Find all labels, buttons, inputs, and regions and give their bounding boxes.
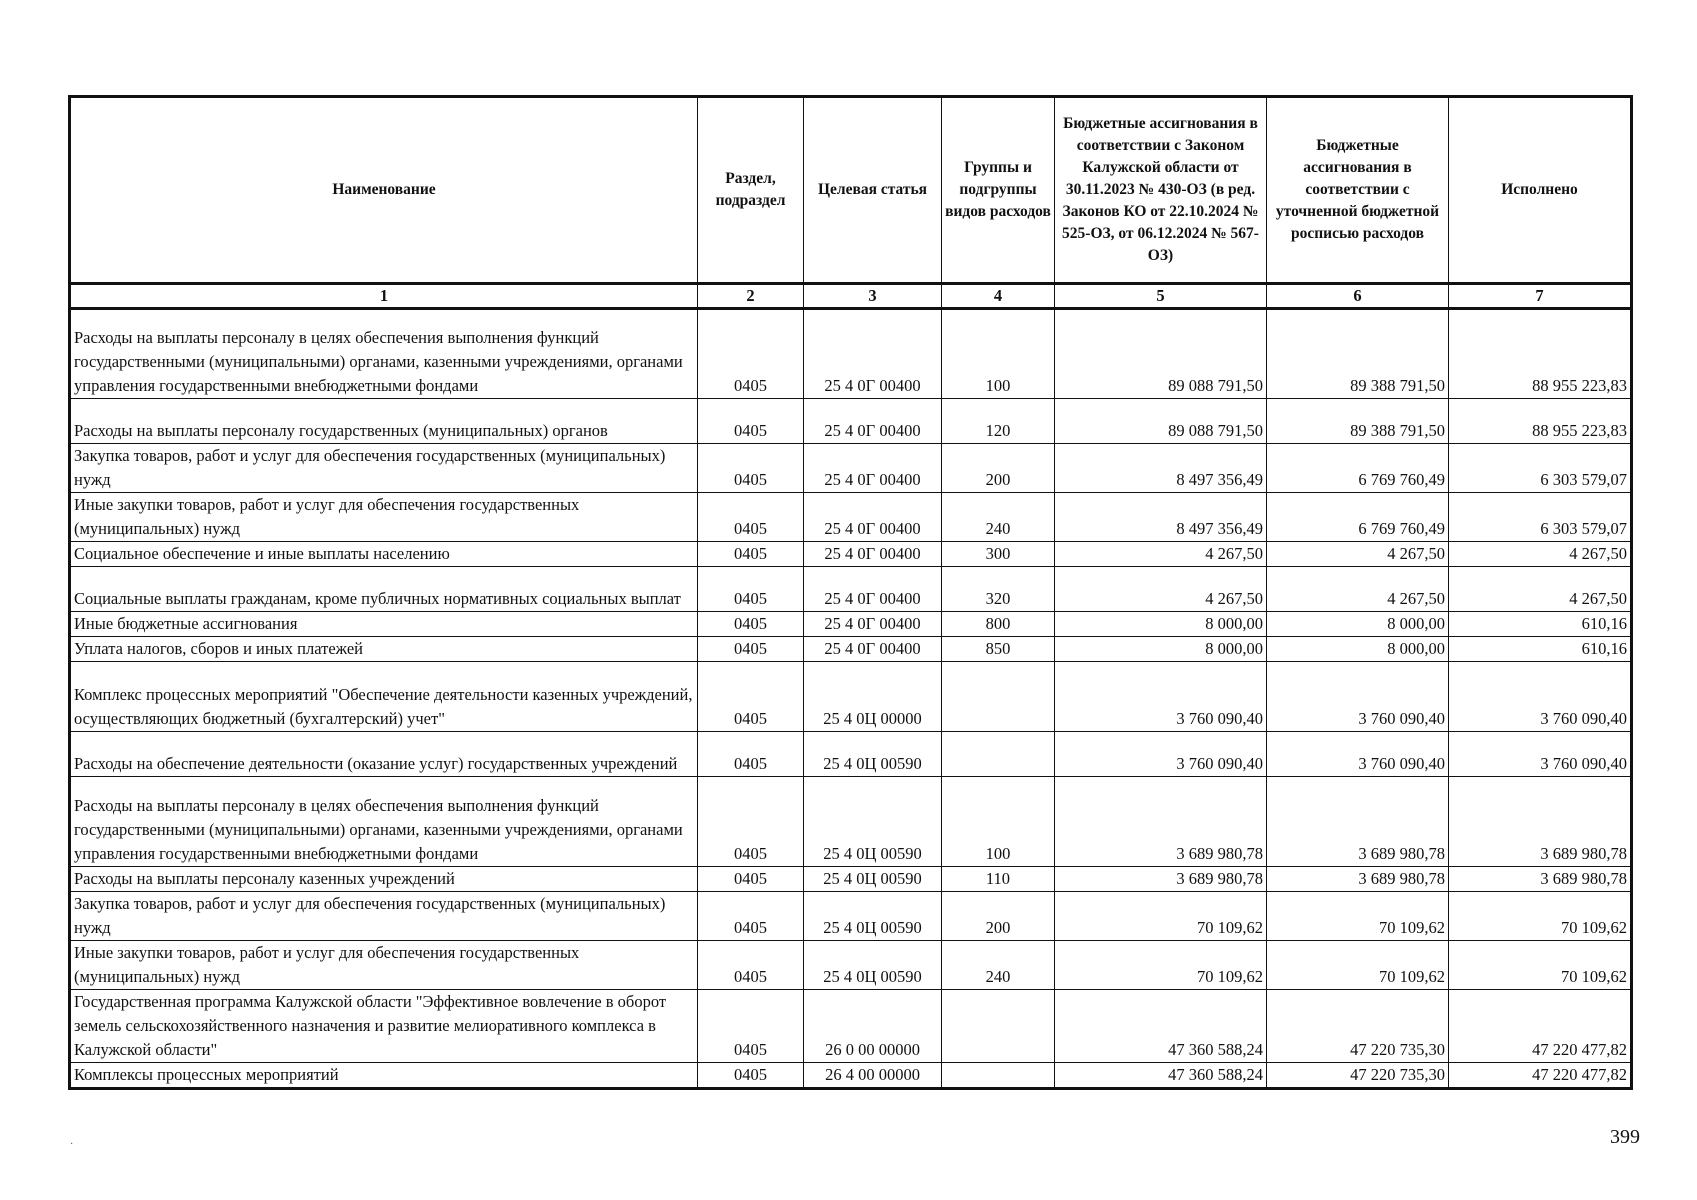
row-roster-amount-cell: 70 109,62 xyxy=(1267,941,1449,990)
column-number: 3 xyxy=(804,284,942,309)
row-section-cell: 0405 xyxy=(698,637,804,662)
row-group-cell: 120 xyxy=(942,399,1055,444)
row-section-cell: 0405 xyxy=(698,1063,804,1089)
row-executed-amount-cell: 47 220 477,82 xyxy=(1449,1063,1632,1089)
row-roster-amount-cell: 8 000,00 xyxy=(1267,612,1449,637)
row-article-cell: 25 4 0Г 00400 xyxy=(804,542,942,567)
table-row xyxy=(70,309,1632,399)
row-section-cell: 0405 xyxy=(698,493,804,542)
row-article-cell: 25 4 0Ц 00590 xyxy=(804,732,942,777)
row-law-amount-cell: 4 267,50 xyxy=(1055,567,1267,612)
row-law-amount-cell: 3 689 980,78 xyxy=(1055,867,1267,892)
row-name-cell: Иные закупки товаров, работ и услуг для обеспечения государственных (муниципальных) нужд xyxy=(70,493,698,542)
row-name-cell: Иные бюджетные ассигнования xyxy=(70,612,698,637)
row-law-amount-cell: 3 689 980,78 xyxy=(1055,777,1267,867)
row-section-cell: 0405 xyxy=(698,399,804,444)
row-law-amount-cell: 70 109,62 xyxy=(1055,892,1267,941)
table-row xyxy=(70,941,1632,990)
row-section-cell: 0405 xyxy=(698,892,804,941)
row-group-cell: 320 xyxy=(942,567,1055,612)
row-section-cell: 0405 xyxy=(698,662,804,732)
row-law-amount-cell: 8 497 356,49 xyxy=(1055,493,1267,542)
row-roster-amount-cell: 3 760 090,40 xyxy=(1267,662,1449,732)
row-roster-amount-cell: 6 769 760,49 xyxy=(1267,493,1449,542)
table-row xyxy=(70,777,1632,867)
row-group-cell: 240 xyxy=(942,493,1055,542)
row-executed-amount-cell: 610,16 xyxy=(1449,612,1632,637)
table-row xyxy=(70,1063,1632,1089)
row-article-cell: 25 4 0Ц 00000 xyxy=(804,662,942,732)
table-row xyxy=(70,493,1632,542)
column-number: 4 xyxy=(942,284,1055,309)
row-article-cell: 25 4 0Ц 00590 xyxy=(804,777,942,867)
table-row xyxy=(70,990,1632,1063)
row-name-cell: Иные закупки товаров, работ и услуг для обеспечения государственных (муниципальных) нужд xyxy=(70,941,698,990)
row-section-cell: 0405 xyxy=(698,990,804,1063)
row-article-cell: 26 4 00 00000 xyxy=(804,1063,942,1089)
scan-speck: · xyxy=(70,1139,74,1150)
row-roster-amount-cell: 47 220 735,30 xyxy=(1267,990,1449,1063)
row-group-cell: 300 xyxy=(942,542,1055,567)
table-row xyxy=(70,662,1632,732)
row-executed-amount-cell: 47 220 477,82 xyxy=(1449,990,1632,1063)
row-article-cell: 25 4 0Ц 00590 xyxy=(804,941,942,990)
row-group-cell xyxy=(942,990,1055,1063)
row-law-amount-cell: 89 088 791,50 xyxy=(1055,309,1267,399)
column-number: 5 xyxy=(1055,284,1267,309)
row-executed-amount-cell: 4 267,50 xyxy=(1449,542,1632,567)
row-executed-amount-cell: 70 109,62 xyxy=(1449,941,1632,990)
column-number: 7 xyxy=(1449,284,1632,309)
row-executed-amount-cell: 88 955 223,83 xyxy=(1449,399,1632,444)
row-law-amount-cell: 3 760 090,40 xyxy=(1055,662,1267,732)
row-group-cell xyxy=(942,732,1055,777)
row-name-cell: Уплата налогов, сборов и иных платежей xyxy=(70,637,698,662)
row-name-cell: Закупка товаров, работ и услуг для обеспечения государственных (муниципальных) нужд xyxy=(70,444,698,493)
row-article-cell: 25 4 0Г 00400 xyxy=(804,444,942,493)
row-law-amount-cell: 47 360 588,24 xyxy=(1055,990,1267,1063)
row-executed-amount-cell: 3 689 980,78 xyxy=(1449,777,1632,867)
page-number: 399 xyxy=(1610,1126,1640,1148)
budget-table-container xyxy=(68,95,1630,1090)
header-executed: Исполнено xyxy=(1449,97,1632,284)
row-group-cell: 100 xyxy=(942,309,1055,399)
row-name-cell: Социальное обеспечение и иные выплаты населению xyxy=(70,542,698,567)
row-section-cell: 0405 xyxy=(698,542,804,567)
row-roster-amount-cell: 47 220 735,30 xyxy=(1267,1063,1449,1089)
row-group-cell: 200 xyxy=(942,444,1055,493)
header-law-allocations: Бюджетные ассигнования в соответствии с Законом Калужской области от 30.11.2023 № 430-ОЗ (в ред. Законов КО от 22.10.2024 № 525-ОЗ, от 06.12.2024 № 567-ОЗ) xyxy=(1055,97,1267,284)
row-executed-amount-cell: 3 760 090,40 xyxy=(1449,732,1632,777)
row-article-cell: 25 4 0Г 00400 xyxy=(804,567,942,612)
row-group-cell: 240 xyxy=(942,941,1055,990)
row-executed-amount-cell: 88 955 223,83 xyxy=(1449,309,1632,399)
row-section-cell: 0405 xyxy=(698,309,804,399)
row-section-cell: 0405 xyxy=(698,612,804,637)
row-law-amount-cell: 47 360 588,24 xyxy=(1055,1063,1267,1089)
table-row xyxy=(70,542,1632,567)
row-roster-amount-cell: 8 000,00 xyxy=(1267,637,1449,662)
row-name-cell: Государственная программа Калужской области "Эффективное вовлечение в оборот земель сельскохозяйственного назначения и развитие мелиоративного комплекса в Калужской области" xyxy=(70,990,698,1063)
row-article-cell: 25 4 0Ц 00590 xyxy=(804,867,942,892)
row-section-cell: 0405 xyxy=(698,867,804,892)
row-name-cell: Расходы на выплаты персоналу казенных учреждений xyxy=(70,867,698,892)
row-section-cell: 0405 xyxy=(698,444,804,493)
row-executed-amount-cell: 610,16 xyxy=(1449,637,1632,662)
row-roster-amount-cell: 3 689 980,78 xyxy=(1267,867,1449,892)
row-law-amount-cell: 89 088 791,50 xyxy=(1055,399,1267,444)
table-row xyxy=(70,612,1632,637)
row-executed-amount-cell: 4 267,50 xyxy=(1449,567,1632,612)
header-name: Наименование xyxy=(70,97,698,284)
row-group-cell: 800 xyxy=(942,612,1055,637)
row-name-cell: Расходы на выплаты персоналу государственных (муниципальных) органов xyxy=(70,399,698,444)
row-law-amount-cell: 3 760 090,40 xyxy=(1055,732,1267,777)
row-section-cell: 0405 xyxy=(698,941,804,990)
row-section-cell: 0405 xyxy=(698,567,804,612)
row-law-amount-cell: 8 000,00 xyxy=(1055,612,1267,637)
table-row xyxy=(70,867,1632,892)
row-article-cell: 25 4 0Г 00400 xyxy=(804,612,942,637)
row-group-cell xyxy=(942,662,1055,732)
row-roster-amount-cell: 70 109,62 xyxy=(1267,892,1449,941)
row-executed-amount-cell: 70 109,62 xyxy=(1449,892,1632,941)
row-roster-amount-cell: 89 388 791,50 xyxy=(1267,399,1449,444)
column-number: 1 xyxy=(70,284,698,309)
row-executed-amount-cell: 6 303 579,07 xyxy=(1449,444,1632,493)
row-section-cell: 0405 xyxy=(698,732,804,777)
row-group-cell xyxy=(942,1063,1055,1089)
budget-table xyxy=(68,95,1633,1090)
table-row xyxy=(70,444,1632,493)
row-roster-amount-cell: 6 769 760,49 xyxy=(1267,444,1449,493)
row-article-cell: 25 4 0Г 00400 xyxy=(804,309,942,399)
row-name-cell: Комплекс процессных мероприятий "Обеспечение деятельности казенных учреждений, осуществляющих бюджетный (бухгалтерский) учет" xyxy=(70,662,698,732)
header-group: Группы и подгруппы видов расходов xyxy=(942,97,1055,284)
row-name-cell: Закупка товаров, работ и услуг для обеспечения государственных (муниципальных) нужд xyxy=(70,892,698,941)
row-roster-amount-cell: 3 760 090,40 xyxy=(1267,732,1449,777)
row-article-cell: 25 4 0Г 00400 xyxy=(804,637,942,662)
row-article-cell: 25 4 0Г 00400 xyxy=(804,493,942,542)
table-row xyxy=(70,892,1632,941)
row-law-amount-cell: 8 000,00 xyxy=(1055,637,1267,662)
row-section-cell: 0405 xyxy=(698,777,804,867)
header-article: Целевая статья xyxy=(804,97,942,284)
header-roster-allocations: Бюджетные ассигнования в соответствии с уточненной бюджетной росписью расходов xyxy=(1267,97,1449,284)
row-group-cell: 100 xyxy=(942,777,1055,867)
column-number: 2 xyxy=(698,284,804,309)
row-law-amount-cell: 8 497 356,49 xyxy=(1055,444,1267,493)
row-roster-amount-cell: 4 267,50 xyxy=(1267,542,1449,567)
row-roster-amount-cell: 89 388 791,50 xyxy=(1267,309,1449,399)
table-row xyxy=(70,399,1632,444)
row-group-cell: 200 xyxy=(942,892,1055,941)
row-article-cell: 25 4 0Г 00400 xyxy=(804,399,942,444)
column-number: 6 xyxy=(1267,284,1449,309)
row-law-amount-cell: 70 109,62 xyxy=(1055,941,1267,990)
row-executed-amount-cell: 3 689 980,78 xyxy=(1449,867,1632,892)
header-section: Раздел, подраздел xyxy=(698,97,804,284)
row-article-cell: 26 0 00 00000 xyxy=(804,990,942,1063)
table-row xyxy=(70,637,1632,662)
table-body xyxy=(70,284,1632,1089)
row-name-cell: Социальные выплаты гражданам, кроме публичных нормативных социальных выплат xyxy=(70,567,698,612)
row-executed-amount-cell: 6 303 579,07 xyxy=(1449,493,1632,542)
table-row xyxy=(70,567,1632,612)
row-name-cell: Расходы на выплаты персоналу в целях обеспечения выполнения функций государственными (муниципальными) органами, казенными учреждениями, органами управления государственными внебюджетными фондами xyxy=(70,777,698,867)
row-law-amount-cell: 4 267,50 xyxy=(1055,542,1267,567)
row-article-cell: 25 4 0Ц 00590 xyxy=(804,892,942,941)
row-group-cell: 110 xyxy=(942,867,1055,892)
column-number-row xyxy=(70,284,1632,309)
table-header-row xyxy=(70,97,1632,284)
table-row xyxy=(70,732,1632,777)
row-name-cell: Комплексы процессных мероприятий xyxy=(70,1063,698,1089)
row-roster-amount-cell: 4 267,50 xyxy=(1267,567,1449,612)
row-group-cell: 850 xyxy=(942,637,1055,662)
row-roster-amount-cell: 3 689 980,78 xyxy=(1267,777,1449,867)
row-executed-amount-cell: 3 760 090,40 xyxy=(1449,662,1632,732)
row-name-cell: Расходы на выплаты персоналу в целях обеспечения выполнения функций государственными (муниципальными) органами, казенными учреждениями, органами управления государственными внебюджетными фондами xyxy=(70,309,698,399)
row-name-cell: Расходы на обеспечение деятельности (оказание услуг) государственных учреждений xyxy=(70,732,698,777)
